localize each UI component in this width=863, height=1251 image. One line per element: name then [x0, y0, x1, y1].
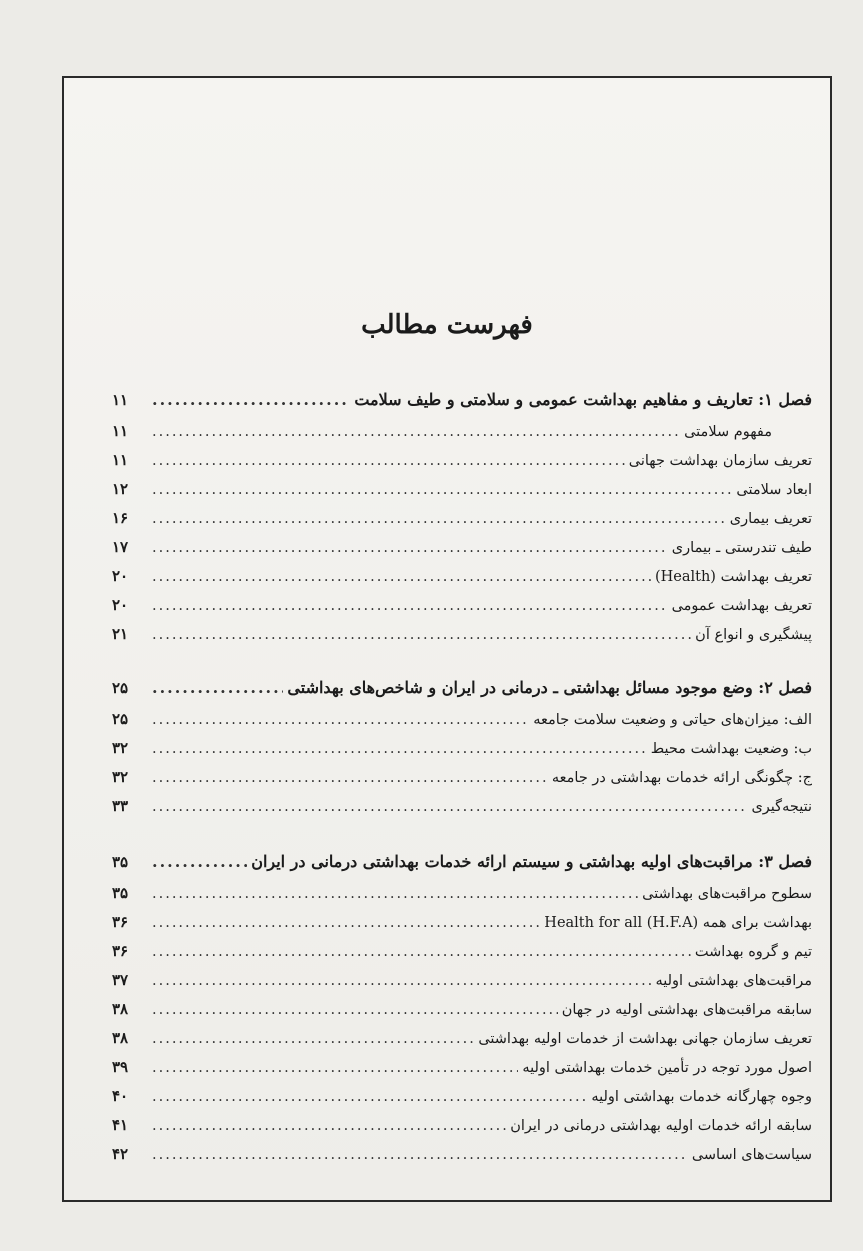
toc-entry[interactable]	[112, 884, 812, 913]
page-number: ۳۸	[112, 1029, 129, 1047]
dot-leader	[152, 569, 651, 585]
section-gap	[112, 826, 812, 852]
toc-entry[interactable]	[112, 942, 812, 971]
chapter-label: فصل ۳: مراقبت‌های اولیه بهداشتی و سیستم ارائه خدمات بهداشتی درمانی در ایران	[251, 852, 812, 871]
dot-leader	[152, 678, 283, 697]
dot-leader	[152, 712, 529, 728]
page-number: ۱۶	[112, 509, 129, 527]
page-number: ۱۱	[112, 422, 129, 440]
dot-leader	[152, 627, 691, 643]
toc-entry[interactable]	[112, 538, 812, 567]
dot-leader	[152, 944, 691, 960]
entry-label: تعریف بهداشت (Health)	[654, 569, 812, 585]
dot-leader	[152, 886, 638, 902]
toc-entry[interactable]	[112, 913, 812, 942]
dot-leader	[152, 1147, 688, 1163]
dot-leader	[152, 511, 726, 527]
entry-label: پیشگیری و انواع آن	[695, 627, 812, 643]
dot-leader	[152, 770, 548, 786]
page-number: ۲۵	[112, 679, 129, 697]
page-number: ۱۷	[112, 538, 129, 556]
page-frame	[62, 76, 832, 1202]
page-number: ۳۷	[112, 971, 129, 989]
chapter-label: فصل ۲: وضع موجود مسائل بهداشتی ـ درمانی در ایران و شاخص‌های بهداشتی	[287, 678, 812, 697]
toc-entry[interactable]	[112, 768, 812, 797]
page-number: ۲۰	[112, 567, 129, 585]
page-number: ۳۹	[112, 1058, 129, 1076]
entry-label: تعریف بهداشت عمومی	[671, 598, 812, 614]
table-of-contents	[112, 390, 812, 1174]
entry-label: تعریف سازمان جهانی بهداشت از خدمات اولیه بهداشتی	[478, 1031, 812, 1047]
dot-leader	[152, 1118, 506, 1134]
entry-label: سطوح مراقبت‌های بهداشتی	[642, 886, 812, 902]
page-number: ۲۱	[112, 625, 129, 643]
entry-label: نتیجه‌گیری	[751, 799, 812, 815]
toc-entry[interactable]	[112, 625, 812, 654]
entry-label: ابعاد سلامتی	[736, 482, 812, 498]
page-number: ۳۵	[112, 884, 129, 902]
entry-label: تعریف سازمان بهداشت جهانی	[628, 453, 812, 469]
toc-entry[interactable]	[112, 1116, 812, 1145]
page-number: ۲۵	[112, 710, 129, 728]
chapter-2-entry[interactable]	[112, 678, 812, 710]
dot-leader	[152, 1031, 474, 1047]
page-number: ۴۰	[112, 1087, 129, 1105]
toc-entry[interactable]	[112, 971, 812, 1000]
toc-entry[interactable]	[112, 422, 812, 451]
toc-title: فهرست مطالب	[361, 310, 533, 340]
entry-label: سیاست‌های اساسی	[691, 1147, 812, 1163]
dot-leader	[152, 852, 247, 871]
page-number: ۳۶	[112, 942, 129, 960]
page-number: ۴۲	[112, 1145, 129, 1163]
toc-entry[interactable]	[112, 1000, 812, 1029]
entry-label: سابقه ارائه خدمات اولیه بهداشتی درمانی در ایران	[510, 1118, 812, 1134]
chapter-label: فصل ۱: تعاریف و مفاهیم بهداشت عمومی و سلامتی و طیف سلامت	[354, 390, 812, 409]
entry-label: مراقبت‌های بهداشتی اولیه	[655, 973, 812, 989]
entry-label: مفهوم سلامتی	[684, 424, 772, 440]
chapter-1-entry[interactable]	[112, 390, 812, 422]
page-number: ۳۲	[112, 739, 129, 757]
toc-entry[interactable]	[112, 739, 812, 768]
dot-leader	[152, 799, 747, 815]
entry-label: تیم و گروه بهداشت	[694, 944, 812, 960]
entry-label: الف: میزان‌های حیاتی و وضعیت سلامت جامعه	[533, 712, 812, 728]
dot-leader	[152, 915, 540, 931]
page-number: ۳۶	[112, 913, 129, 931]
toc-entry[interactable]	[112, 509, 812, 538]
page-number: ۲۰	[112, 596, 129, 614]
page-number: ۴۱	[112, 1116, 129, 1134]
page-number: ۳۳	[112, 797, 129, 815]
entry-label: وجوه چهارگانه خدمات بهداشتی اولیه	[591, 1089, 812, 1105]
section-gap	[112, 654, 812, 678]
entry-label: طیف تندرستی ـ بیماری	[671, 540, 812, 556]
entry-label: اصول مورد توجه در تأمین خدمات بهداشتی اولیه	[522, 1060, 812, 1076]
dot-leader	[152, 424, 680, 440]
dot-leader	[152, 1002, 558, 1018]
dot-leader	[152, 1060, 518, 1076]
entry-label: ب: وضعیت بهداشت محیط	[650, 741, 812, 757]
dot-leader	[152, 1089, 587, 1105]
chapter-3-entry[interactable]	[112, 852, 812, 884]
toc-entry[interactable]	[112, 1087, 812, 1116]
dot-leader	[152, 390, 350, 409]
page-number: ۳۲	[112, 768, 129, 786]
dot-leader	[152, 540, 668, 556]
entry-label: ج: چگونگی ارائه خدمات بهداشتی در جامعه	[551, 770, 812, 786]
page-number: ۱۱	[112, 451, 129, 469]
entry-label: بهداشت برای همه Health for all (H.F.A)	[544, 915, 812, 931]
toc-entry[interactable]	[112, 480, 812, 509]
toc-entry[interactable]	[112, 596, 812, 625]
toc-entry[interactable]	[112, 1029, 812, 1058]
page-number: ۱۱	[112, 391, 129, 409]
toc-entry[interactable]	[112, 567, 812, 596]
toc-entry[interactable]	[112, 451, 812, 480]
entry-label: تعریف بیماری	[729, 511, 812, 527]
dot-leader	[152, 741, 647, 757]
page-number: ۳۸	[112, 1000, 129, 1018]
dot-leader	[152, 973, 651, 989]
dot-leader	[152, 482, 732, 498]
page-number: ۱۲	[112, 480, 129, 498]
page-number: ۳۵	[112, 853, 129, 871]
dot-leader	[152, 598, 668, 614]
toc-entry[interactable]	[112, 1145, 812, 1174]
dot-leader	[152, 453, 625, 469]
toc-entry[interactable]	[112, 710, 812, 739]
toc-entry[interactable]	[112, 1058, 812, 1087]
entry-label: سابقه مراقبت‌های بهداشتی اولیه در جهان	[561, 1002, 812, 1018]
toc-entry[interactable]	[112, 797, 812, 826]
